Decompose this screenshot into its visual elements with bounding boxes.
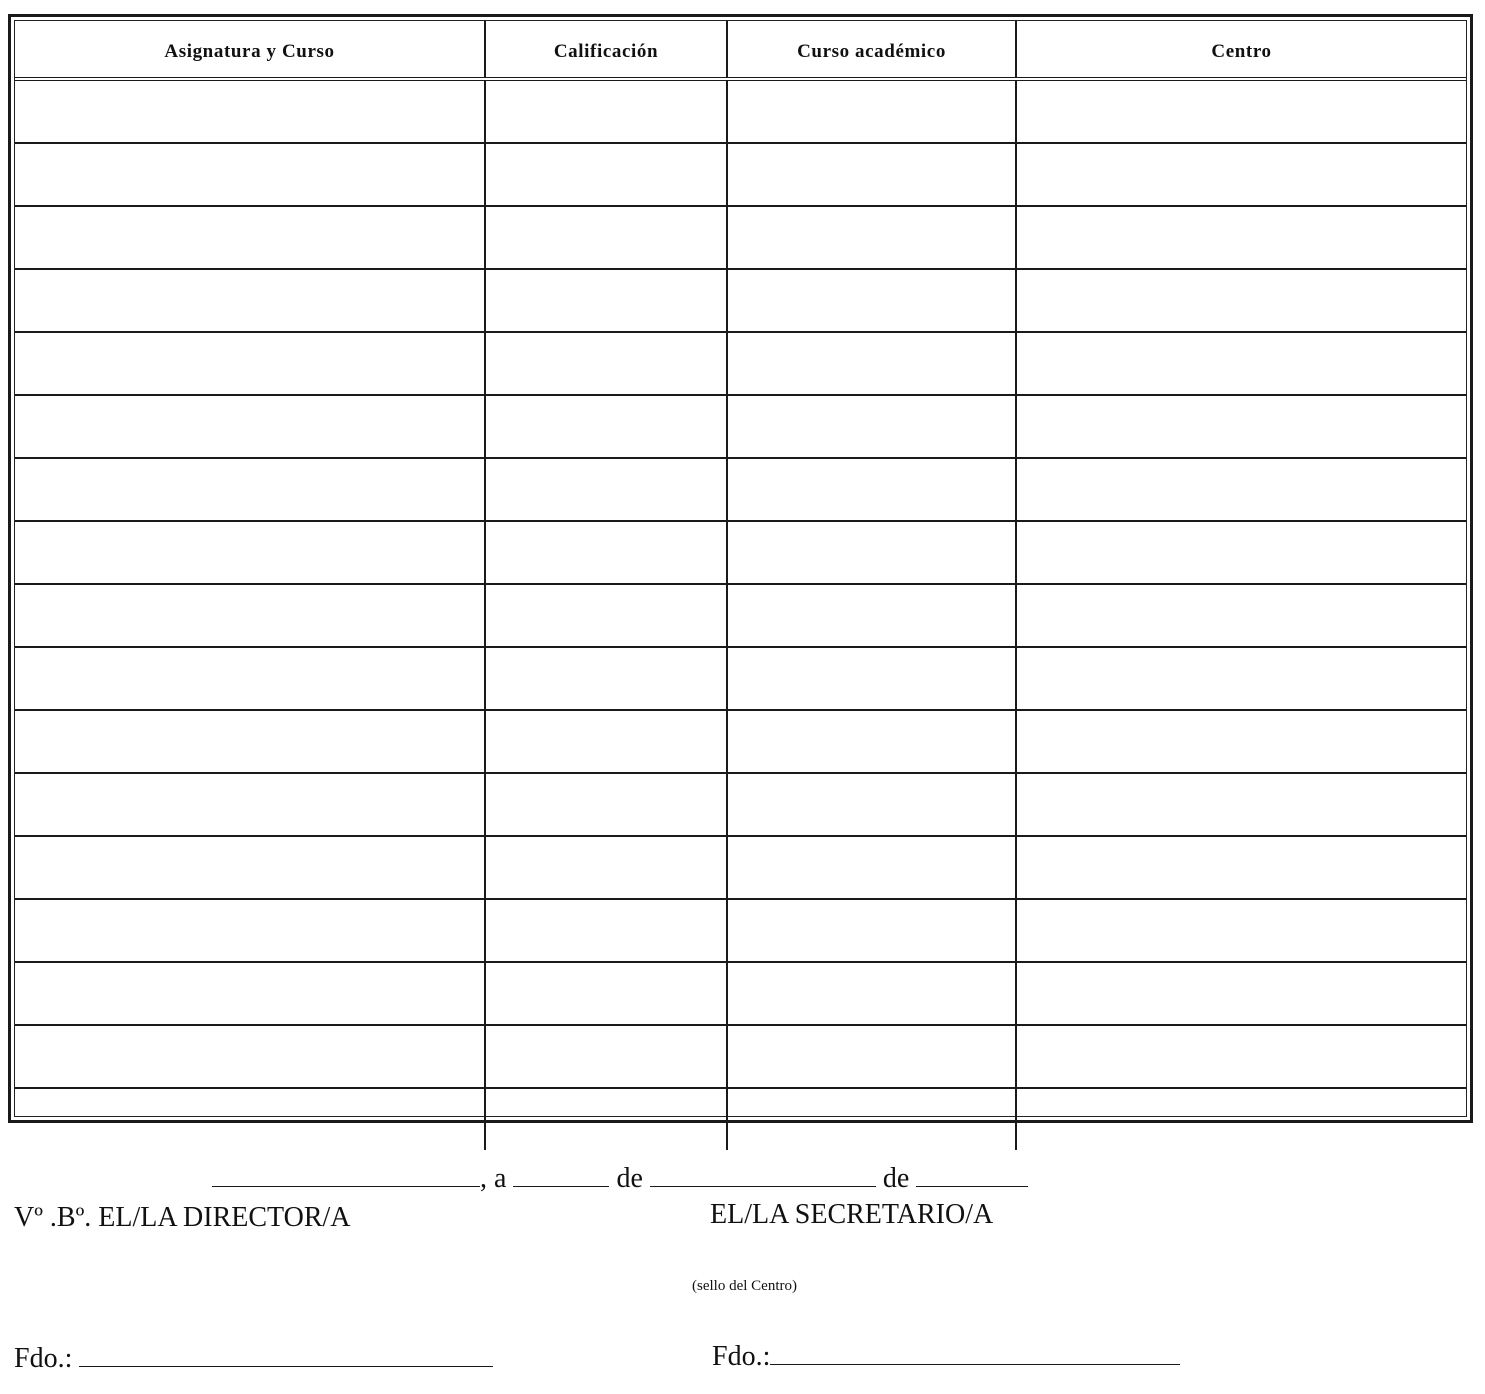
table-cell[interactable] <box>727 521 1016 584</box>
table-cell[interactable] <box>1016 269 1466 332</box>
table-cell[interactable] <box>485 79 727 143</box>
table-cell[interactable] <box>15 1088 485 1150</box>
table-row <box>15 1088 1466 1150</box>
grades-table-frame <box>8 14 1473 1123</box>
table-cell[interactable] <box>1016 1025 1466 1088</box>
table-cell[interactable] <box>1016 647 1466 710</box>
table-cell[interactable] <box>485 773 727 836</box>
table-cell[interactable] <box>1016 143 1466 206</box>
table-cell[interactable] <box>15 521 485 584</box>
table-cell[interactable] <box>1016 458 1466 521</box>
table-cell[interactable] <box>485 647 727 710</box>
table-row <box>15 962 1466 1025</box>
header-curso-academico: Curso académico <box>727 21 1016 79</box>
table-cell[interactable] <box>727 836 1016 899</box>
table-cell[interactable] <box>1016 773 1466 836</box>
table-cell[interactable] <box>1016 79 1466 143</box>
table-cell[interactable] <box>15 206 485 269</box>
place-date-de-2: de <box>882 1163 910 1194</box>
table-cell[interactable] <box>15 79 485 143</box>
year-blank[interactable] <box>916 1160 1028 1187</box>
table-cell[interactable] <box>15 458 485 521</box>
table-cell[interactable] <box>15 836 485 899</box>
table-cell[interactable] <box>485 206 727 269</box>
signed-left-label: Fdo.: <box>14 1343 73 1374</box>
table-cell[interactable] <box>15 710 485 773</box>
table-cell[interactable] <box>485 395 727 458</box>
table-cell[interactable] <box>727 143 1016 206</box>
table-cell[interactable] <box>727 1025 1016 1088</box>
table-cell[interactable] <box>727 962 1016 1025</box>
table-cell[interactable] <box>15 332 485 395</box>
table-cell[interactable] <box>485 584 727 647</box>
table-cell[interactable] <box>1016 206 1466 269</box>
place-date-de-1: de <box>616 1163 643 1194</box>
signature-right <box>712 1338 1180 1373</box>
table-cell[interactable] <box>485 458 727 521</box>
table-cell[interactable] <box>1016 584 1466 647</box>
table-row <box>15 395 1466 458</box>
day-blank[interactable] <box>513 1160 609 1187</box>
table-cell[interactable] <box>727 899 1016 962</box>
table-cell[interactable] <box>15 395 485 458</box>
table-cell[interactable] <box>1016 962 1466 1025</box>
table-row <box>15 269 1466 332</box>
month-blank[interactable] <box>650 1160 876 1187</box>
table-cell[interactable] <box>485 710 727 773</box>
table-cell[interactable] <box>727 206 1016 269</box>
table-cell[interactable] <box>485 521 727 584</box>
table-cell[interactable] <box>485 1025 727 1088</box>
grades-table <box>15 21 1466 1150</box>
table-cell[interactable] <box>727 773 1016 836</box>
table-cell[interactable] <box>15 773 485 836</box>
header-asignatura: Asignatura y Curso <box>15 21 485 79</box>
table-cell[interactable] <box>15 269 485 332</box>
table-cell[interactable] <box>727 458 1016 521</box>
table-cell[interactable] <box>1016 1088 1466 1150</box>
header-calificacion: Calificación <box>485 21 727 79</box>
table-cell[interactable] <box>727 395 1016 458</box>
table-cell[interactable] <box>485 269 727 332</box>
table-cell[interactable] <box>727 79 1016 143</box>
table-cell[interactable] <box>15 1025 485 1088</box>
signature-right-blank[interactable] <box>770 1338 1180 1365</box>
signed-right-label: Fdo.: <box>712 1341 771 1372</box>
table-row <box>15 521 1466 584</box>
secretary-label: EL/LA SECRETARIO/A <box>710 1199 994 1230</box>
place-date-line <box>212 1160 1028 1195</box>
table-cell[interactable] <box>15 647 485 710</box>
table-cell[interactable] <box>1016 899 1466 962</box>
table-cell[interactable] <box>727 269 1016 332</box>
table-cell[interactable] <box>727 332 1016 395</box>
table-cell[interactable] <box>727 710 1016 773</box>
grades-table-inner <box>14 20 1467 1117</box>
table-cell[interactable] <box>485 899 727 962</box>
place-date-a: , a <box>480 1163 507 1194</box>
table-cell[interactable] <box>485 332 727 395</box>
table-row <box>15 584 1466 647</box>
table-row <box>15 79 1466 143</box>
table-row <box>15 773 1466 836</box>
stamp-note: (sello del Centro) <box>692 1278 797 1294</box>
table-cell[interactable] <box>485 962 727 1025</box>
table-row <box>15 899 1466 962</box>
table-row <box>15 1025 1466 1088</box>
table-cell[interactable] <box>1016 836 1466 899</box>
table-row <box>15 206 1466 269</box>
table-cell[interactable] <box>1016 710 1466 773</box>
signature-left <box>14 1340 493 1375</box>
table-cell[interactable] <box>727 647 1016 710</box>
table-cell[interactable] <box>15 143 485 206</box>
table-row <box>15 143 1466 206</box>
director-label: Vº .Bº. EL/LA DIRECTOR/A <box>14 1202 351 1233</box>
table-cell[interactable] <box>727 584 1016 647</box>
table-cell[interactable] <box>1016 521 1466 584</box>
table-cell[interactable] <box>485 143 727 206</box>
table-cell[interactable] <box>727 1088 1016 1150</box>
table-cell[interactable] <box>15 899 485 962</box>
table-row <box>15 332 1466 395</box>
table-header-row <box>15 21 1466 79</box>
table-row <box>15 458 1466 521</box>
table-cell[interactable] <box>485 1088 727 1150</box>
table-cell[interactable] <box>485 836 727 899</box>
grades-table-body <box>15 79 1466 1150</box>
place-blank[interactable] <box>212 1160 480 1187</box>
table-row <box>15 836 1466 899</box>
table-cell[interactable] <box>1016 395 1466 458</box>
table-row <box>15 710 1466 773</box>
header-centro: Centro <box>1016 21 1466 79</box>
signature-left-blank[interactable] <box>79 1340 493 1367</box>
table-cell[interactable] <box>1016 332 1466 395</box>
table-row <box>15 647 1466 710</box>
table-cell[interactable] <box>15 584 485 647</box>
table-cell[interactable] <box>15 962 485 1025</box>
